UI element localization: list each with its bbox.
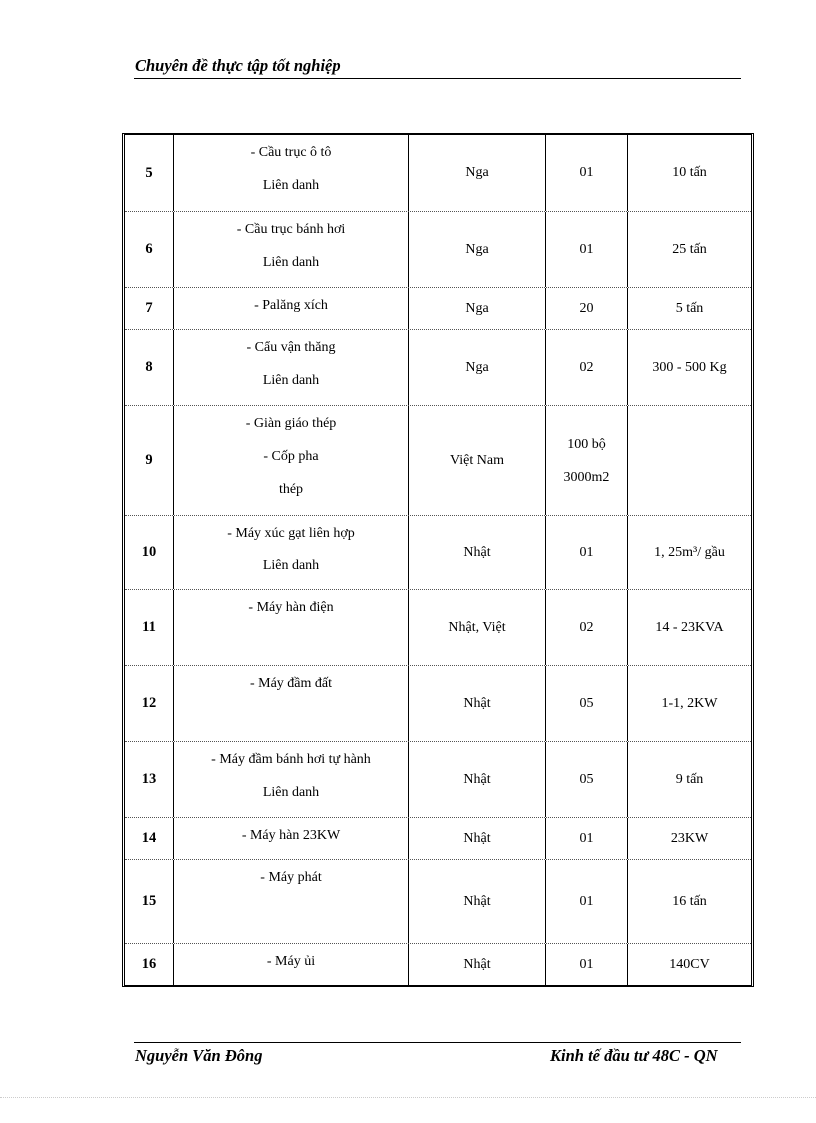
quantity	[545, 516, 627, 589]
table-row	[125, 859, 751, 943]
quantity-line: 01	[579, 544, 594, 560]
row-number: 8	[145, 359, 153, 375]
capacity: 14 - 23KVA	[627, 590, 751, 665]
equipment-name-line: - Palăng xích	[254, 298, 328, 313]
quantity	[545, 330, 627, 405]
equipment-name-line: - Máy đầm đất	[249, 676, 333, 691]
quantity-line: 05	[579, 695, 594, 711]
row-number: 13	[141, 771, 157, 787]
row-number: 15	[141, 893, 157, 909]
row-number: 16	[141, 956, 157, 972]
equipment-name-line: Liên danh	[262, 373, 320, 388]
page-bottom-edge	[0, 1097, 816, 1098]
row-number: 9	[145, 452, 153, 468]
quantity-line: 01	[579, 893, 594, 909]
origin: Nhật	[408, 860, 545, 943]
quantity	[545, 288, 627, 329]
table-row	[125, 665, 751, 741]
row-number: 12	[141, 695, 157, 711]
quantity-line: 01	[579, 165, 594, 180]
equipment-name	[173, 742, 408, 817]
quantity-line: 05	[579, 771, 594, 787]
equipment-name-line: - Máy hàn điện	[248, 600, 334, 615]
capacity: 300 - 500 Kg	[627, 330, 751, 405]
header-divider	[134, 78, 741, 79]
capacity: 140CV	[627, 944, 751, 985]
equipment-name-line: Liên danh	[262, 255, 320, 270]
table-row	[125, 135, 751, 211]
row-number: 7	[145, 300, 153, 316]
origin: Việt Nam	[408, 406, 545, 515]
equipment-table	[122, 133, 754, 987]
equipment-name	[173, 818, 408, 859]
capacity	[627, 406, 751, 515]
equipment-name	[173, 516, 408, 589]
quantity	[545, 212, 627, 287]
quantity	[545, 135, 627, 211]
capacity: 16 tấn	[627, 860, 751, 943]
equipment-name-line: - Cốp pha	[263, 449, 319, 464]
quantity	[545, 590, 627, 665]
capacity: 5 tấn	[627, 288, 751, 329]
row-number: 6	[145, 241, 153, 257]
equipment-name	[173, 860, 408, 943]
row-number: 14	[141, 830, 157, 846]
origin: Nhật	[408, 944, 545, 985]
equipment-name-line: - Máy ủi	[266, 954, 316, 969]
quantity	[545, 742, 627, 817]
table-row	[125, 329, 751, 405]
equipment-name-line: - Máy đầm bánh hơi tự hành	[211, 752, 371, 767]
capacity: 1-1, 2KW	[627, 666, 751, 741]
origin: Nga	[408, 135, 545, 211]
table-row	[125, 589, 751, 665]
equipment-name-line: - Máy phát	[260, 870, 322, 885]
capacity: 23KW	[627, 818, 751, 859]
equipment-name-line: - Máy hàn 23KW	[241, 828, 341, 843]
origin: Nhật	[408, 516, 545, 589]
capacity: 10 tấn	[627, 135, 751, 211]
equipment-name-line: - Cầu trục bánh hơi	[236, 222, 346, 237]
quantity-line: 20	[579, 300, 594, 316]
quantity-line: 100 bộ	[567, 436, 606, 452]
equipment-name-line: - Cầu trục ô tô	[250, 145, 332, 160]
table-row	[125, 211, 751, 287]
equipment-name-line: Liên danh	[262, 178, 320, 193]
quantity	[545, 406, 627, 515]
row-number: 11	[142, 619, 156, 635]
equipment-name	[173, 135, 408, 211]
quantity-line: 02	[579, 359, 594, 375]
origin: Nhật	[408, 666, 545, 741]
equipment-name	[173, 590, 408, 665]
equipment-name-line: Liên danh	[262, 558, 320, 573]
table-row	[125, 817, 751, 859]
equipment-name-line: Liên danh	[262, 785, 320, 800]
equipment-name-line: - Máy xúc gạt liên hợp	[227, 526, 355, 541]
origin: Nga	[408, 288, 545, 329]
capacity: 1, 25m³/ gầu	[627, 516, 751, 589]
table-row	[125, 515, 751, 589]
equipment-name-line: thép	[278, 482, 304, 497]
row-number: 5	[145, 164, 153, 181]
quantity	[545, 666, 627, 741]
table-row	[125, 287, 751, 329]
header-title: Chuyên đề thực tập tốt nghiệp	[135, 56, 341, 75]
quantity	[545, 944, 627, 985]
origin: Nga	[408, 330, 545, 405]
equipment-name-line: - Giàn giáo thép	[245, 416, 337, 431]
origin: Nhật	[408, 742, 545, 817]
footer-course: Kinh tế đầu tư 48C - QN	[550, 1046, 718, 1065]
quantity-line: 02	[579, 619, 594, 635]
origin: Nhật, Việt	[408, 590, 545, 665]
quantity-line: 01	[579, 956, 594, 972]
equipment-name	[173, 666, 408, 741]
capacity: 25 tấn	[627, 212, 751, 287]
table-row	[125, 405, 751, 515]
equipment-name	[173, 944, 408, 985]
origin: Nhật	[408, 818, 545, 859]
equipment-name	[173, 288, 408, 329]
footer-author: Nguyễn Văn Đông	[135, 1046, 263, 1065]
equipment-name	[173, 406, 408, 515]
quantity-line: 01	[579, 241, 594, 257]
footer-divider	[134, 1042, 741, 1043]
capacity: 9 tấn	[627, 742, 751, 817]
equipment-name	[173, 212, 408, 287]
table-row	[125, 741, 751, 817]
origin: Nga	[408, 212, 545, 287]
row-number: 10	[141, 544, 157, 560]
equipment-name	[173, 330, 408, 405]
quantity-line: 3000m2	[563, 469, 610, 485]
quantity-line: 01	[579, 830, 594, 846]
quantity	[545, 860, 627, 943]
equipment-name-line: - Cẩu vận thăng	[246, 340, 336, 355]
table-row	[125, 943, 751, 985]
quantity	[545, 818, 627, 859]
